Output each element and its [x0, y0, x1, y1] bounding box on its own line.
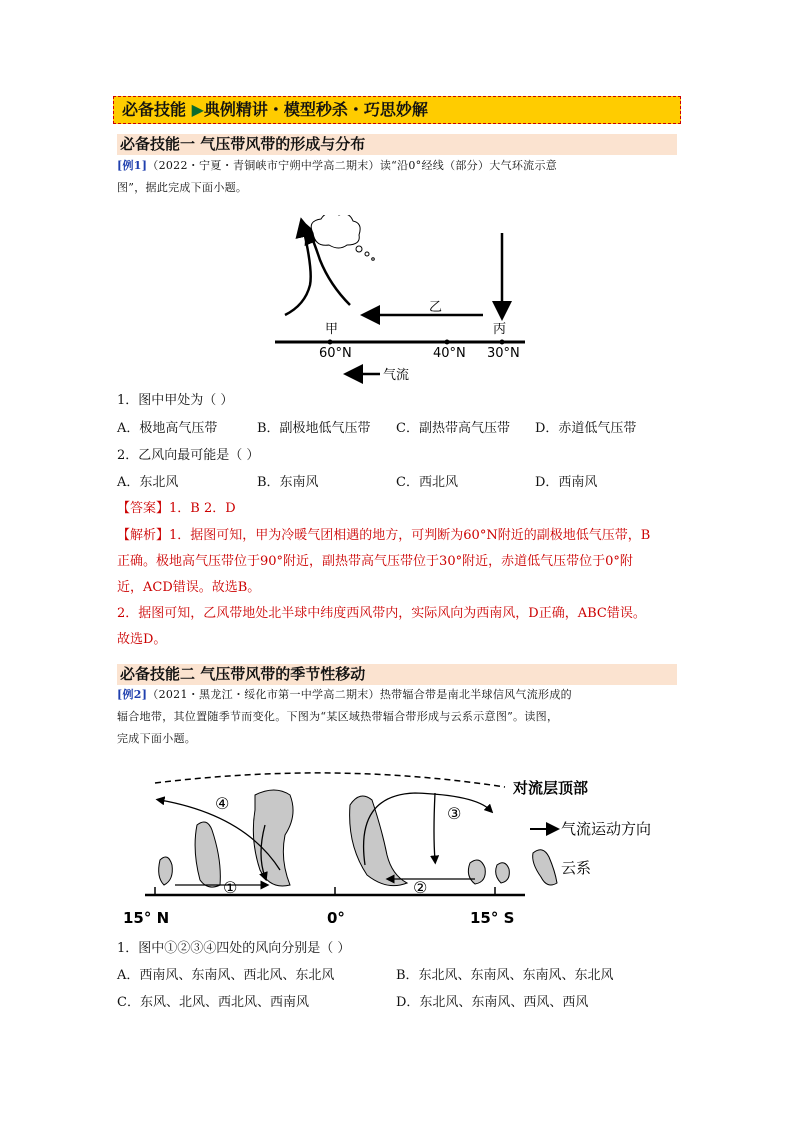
lat-0: 0° [327, 909, 345, 927]
q2-option-b: B．东南风 [257, 475, 319, 490]
example-2-line3: 完成下面小题。 [117, 732, 197, 745]
label-yi: 乙 [429, 300, 443, 315]
analysis-line1: 1．据图可知，甲为冷暖气团相遇的地方，可判断为60°N附近的副极地低气压带，B [169, 528, 651, 543]
banner-title: 必备技能 [122, 100, 187, 119]
tropopause-label: 对流层顶部 [513, 779, 589, 797]
answer-block [117, 496, 683, 522]
example-2-line2: 辐合地带，其位置随季节而变化。下图为“某区域热带辐合带形成与云系示意图”。读图， [117, 710, 559, 723]
legend-flow-label: 气流运动方向 [561, 820, 652, 838]
legend-cloud-icon [533, 850, 557, 885]
legend-cloud-label: 云系 [561, 859, 592, 877]
cloud-small-1 [195, 822, 220, 887]
cloud-icon [311, 215, 360, 248]
lat-40n: 40°N [433, 346, 466, 361]
atmospheric-circulation-diagram [265, 215, 535, 385]
example-2-line1: （2021・黑龙江・绥化市第一中学高二期末）热带辐合带是南北半球信风气流形成的 [147, 688, 572, 701]
example-2-tag: [例2] [117, 688, 148, 701]
example-1-tag: [例1] [117, 159, 148, 172]
q3-option-a: A．西南风、东南风、西北风、东北风 [117, 968, 335, 983]
cloud-small-3 [468, 860, 485, 884]
question-3-stem: 1．图中①②③④四处的风向分别是（ ） [117, 941, 351, 956]
q2-option-d: D．西南风 [535, 475, 598, 490]
banner-subtitle: 典例精讲・模型秒杀・巧思妙解 [203, 100, 428, 119]
label-jia: 甲 [325, 322, 339, 337]
marker-3: ③ [447, 804, 462, 823]
analysis-label: 【解析】 [117, 528, 170, 543]
q1-option-b: B．副极地低气压带 [257, 421, 371, 436]
q1-option-d: D．赤道低气压带 [535, 421, 637, 436]
lat-60n: 60°N [319, 346, 352, 361]
marker-4: ④ [215, 794, 230, 813]
analysis-line5: 故选D。 [117, 632, 167, 647]
example-1-line1: （2022・宁夏・青铜峡市宁朔中学高二期末）读“沿0°经线（部分）大气环流示意 [147, 159, 558, 172]
q3-option-d: D．东北风、东南风、西风、西风 [396, 995, 589, 1010]
q3-option-c: C．东风、北风、西北风、西南风 [117, 995, 309, 1010]
example-1-line2: 图”，据此完成下面小题。 [117, 181, 248, 194]
analysis-block [117, 523, 683, 653]
q3-option-b: B．东北风、东南风、东南风、东北风 [396, 968, 614, 983]
answer-label: 【答案】 [117, 501, 170, 516]
lat-30n: 30°N [487, 346, 520, 361]
q1-option-c: C．副热带高气压带 [396, 421, 510, 436]
analysis-line4: 2．据图可知，乙风带地处北半球中纬度西风带内，实际风向为西南风，D正确，ABC错误。 [117, 606, 646, 621]
example-2-intro [117, 684, 679, 750]
analysis-line2: 正确。极地高气压带位于90°附近，副热带高气压带位于30°附近，赤道低气压带位于0°附 [117, 554, 633, 569]
cloud-small-2 [159, 857, 173, 885]
itcz-formation-diagram [115, 765, 685, 930]
example-1-intro [117, 155, 679, 199]
q2-option-c: C．西北风 [396, 475, 458, 490]
cloud-system-right [350, 796, 407, 886]
q1-option-a: A．极地高气压带 [117, 421, 218, 436]
skills-banner [113, 96, 681, 124]
cloud-system-left [253, 790, 293, 886]
play-arrow-icon: ▶ [191, 100, 204, 119]
analysis-line3: 近，ACD错误。故选B。 [117, 580, 261, 595]
question-1-stem: 1．图中甲处为（ ） [117, 393, 234, 408]
marker-2: ② [413, 878, 428, 897]
rising-flow-arrow-left [285, 227, 311, 315]
section-1-heading: 必备技能一 气压带风带的形成与分布 [117, 134, 677, 155]
q2-option-a: A．东北风 [117, 475, 179, 490]
answer-text: 1．B 2．D [169, 501, 236, 516]
legend-airflow: 气流 [383, 368, 410, 383]
cloud-small-4 [496, 863, 510, 883]
question-2-stem: 2．乙风向最可能是（ ） [117, 448, 260, 463]
section-2-heading: 必备技能二 气压带风带的季节性移动 [117, 664, 677, 685]
lat-15s: 15° S [470, 909, 515, 927]
lat-15n: 15° N [123, 909, 170, 927]
marker-1: ① [223, 878, 238, 897]
tropopause-line [155, 773, 505, 787]
label-bing: 丙 [493, 322, 507, 337]
